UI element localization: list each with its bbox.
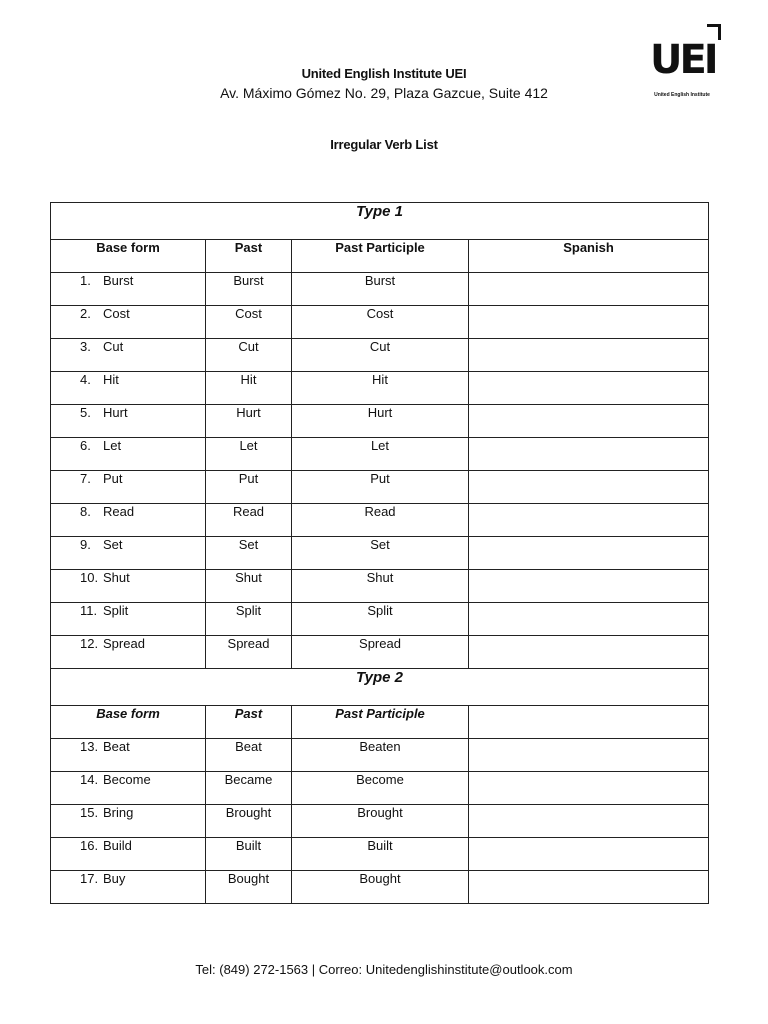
logo-mark-text: UEI <box>650 37 716 83</box>
spanish-cell[interactable] <box>469 537 709 570</box>
base-form-text: Read <box>103 504 135 519</box>
section-title: Type 2 <box>51 669 709 706</box>
row-number: 1. <box>80 273 91 288</box>
base-form-cell <box>51 805 206 838</box>
table-row <box>51 372 709 405</box>
institute-name: United English Institute UEI <box>301 66 467 81</box>
spanish-cell[interactable] <box>469 603 709 636</box>
table-row <box>51 871 709 904</box>
base-form-text: Cost <box>103 306 130 321</box>
past-cell: Split <box>206 603 292 636</box>
table-row <box>51 339 709 372</box>
header-base-form: Base form <box>51 706 206 739</box>
base-form-text: Build <box>103 838 132 853</box>
base-form-cell <box>51 405 206 438</box>
table-row <box>51 838 709 871</box>
past-cell: Hurt <box>206 405 292 438</box>
irregular-verb-table <box>50 202 709 904</box>
base-form-cell <box>51 739 206 772</box>
header-base-form: Base form <box>51 240 206 273</box>
spanish-cell[interactable] <box>469 273 709 306</box>
row-number: 4. <box>80 372 91 387</box>
spanish-cell[interactable] <box>469 570 709 603</box>
base-form-cell <box>51 603 206 636</box>
base-form-text: Become <box>103 772 151 787</box>
logo-caption: United English Institute <box>654 92 710 98</box>
past-participle-cell: Split <box>292 603 469 636</box>
row-number: 10. <box>80 570 99 585</box>
base-form-text: Hit <box>103 372 119 387</box>
base-form-cell <box>51 537 206 570</box>
base-form-cell <box>51 438 206 471</box>
row-number: 2. <box>80 306 91 321</box>
table-row <box>51 504 709 537</box>
table-row <box>51 537 709 570</box>
table-row <box>51 570 709 603</box>
past-participle-cell: Burst <box>292 273 469 306</box>
row-number: 12. <box>80 636 99 651</box>
header-spanish <box>469 706 709 739</box>
row-number: 6. <box>80 438 91 453</box>
past-cell: Let <box>206 438 292 471</box>
base-form-cell <box>51 570 206 603</box>
past-cell: Became <box>206 772 292 805</box>
row-number: 17. <box>80 871 99 886</box>
header-past: Past <box>206 706 292 739</box>
past-cell: Bought <box>206 871 292 904</box>
base-form-cell <box>51 772 206 805</box>
past-participle-cell: Hit <box>292 372 469 405</box>
past-participle-cell: Cut <box>292 339 469 372</box>
table-row <box>51 405 709 438</box>
past-cell: Cut <box>206 339 292 372</box>
row-number: 13. <box>80 739 99 754</box>
base-form-cell <box>51 471 206 504</box>
past-cell: Hit <box>206 372 292 405</box>
row-number: 3. <box>80 339 91 354</box>
spanish-cell[interactable] <box>469 838 709 871</box>
past-participle-cell: Cost <box>292 306 469 339</box>
past-cell: Set <box>206 537 292 570</box>
spanish-cell[interactable] <box>469 306 709 339</box>
base-form-text: Split <box>103 603 129 618</box>
table-row <box>51 772 709 805</box>
base-form-text: Set <box>103 537 123 552</box>
base-form-text: Put <box>103 471 123 486</box>
past-cell: Shut <box>206 570 292 603</box>
document-title: Irregular Verb List <box>330 137 438 152</box>
row-number: 7. <box>80 471 91 486</box>
header-spanish: Spanish <box>469 240 709 273</box>
base-form-text: Burst <box>103 273 134 288</box>
logo-corner-mark-vertical <box>718 24 721 40</box>
uei-logo <box>644 22 724 102</box>
past-cell: Brought <box>206 805 292 838</box>
past-participle-cell: Built <box>292 838 469 871</box>
section-title-row <box>51 203 709 240</box>
row-number: 14. <box>80 772 99 787</box>
institute-address: Av. Máximo Gómez No. 29, Plaza Gazcue, Suite 412 <box>220 85 548 101</box>
table-row <box>51 603 709 636</box>
past-cell: Beat <box>206 739 292 772</box>
base-form-cell <box>51 273 206 306</box>
past-participle-cell: Put <box>292 471 469 504</box>
section-title: Type 1 <box>51 203 709 240</box>
spanish-cell[interactable] <box>469 636 709 669</box>
spanish-cell[interactable] <box>469 871 709 904</box>
section-title-row <box>51 669 709 706</box>
column-header-row <box>51 240 709 273</box>
spanish-cell[interactable] <box>469 438 709 471</box>
past-participle-cell: Set <box>292 537 469 570</box>
row-number: 11. <box>80 603 98 618</box>
past-cell: Built <box>206 838 292 871</box>
row-number: 5. <box>80 405 91 420</box>
spanish-cell[interactable] <box>469 805 709 838</box>
base-form-cell <box>51 636 206 669</box>
base-form-cell <box>51 372 206 405</box>
past-participle-cell: Become <box>292 772 469 805</box>
past-cell: Spread <box>206 636 292 669</box>
base-form-cell <box>51 838 206 871</box>
base-form-text: Buy <box>103 871 126 886</box>
table-row <box>51 636 709 669</box>
header-past: Past <box>206 240 292 273</box>
past-cell: Read <box>206 504 292 537</box>
base-form-text: Beat <box>103 739 130 754</box>
row-number: 9. <box>80 537 91 552</box>
table-row <box>51 273 709 306</box>
past-participle-cell: Read <box>292 504 469 537</box>
base-form-text: Shut <box>103 570 130 585</box>
past-participle-cell: Let <box>292 438 469 471</box>
past-participle-cell: Bought <box>292 871 469 904</box>
past-participle-cell: Shut <box>292 570 469 603</box>
table-row <box>51 306 709 339</box>
table-row <box>51 471 709 504</box>
table-row <box>51 438 709 471</box>
base-form-text: Hurt <box>103 405 128 420</box>
past-participle-cell: Beaten <box>292 739 469 772</box>
spanish-cell[interactable] <box>469 372 709 405</box>
table-row <box>51 739 709 772</box>
spanish-cell[interactable] <box>469 471 709 504</box>
base-form-text: Cut <box>103 339 124 354</box>
row-number: 16. <box>80 838 99 853</box>
spanish-cell[interactable] <box>469 504 709 537</box>
base-form-cell <box>51 306 206 339</box>
column-header-row <box>51 706 709 739</box>
spanish-cell[interactable] <box>469 405 709 438</box>
header-past-participle: Past Participle <box>292 240 469 273</box>
past-cell: Put <box>206 471 292 504</box>
past-cell: Burst <box>206 273 292 306</box>
footer-contact: Tel: (849) 272-1563 | Correo: Unitedenglishinstitute@outlook.com <box>195 962 573 977</box>
base-form-text: Spread <box>103 636 145 651</box>
spanish-cell[interactable] <box>469 339 709 372</box>
spanish-cell[interactable] <box>469 772 709 805</box>
past-participle-cell: Brought <box>292 805 469 838</box>
base-form-cell <box>51 339 206 372</box>
past-cell: Cost <box>206 306 292 339</box>
spanish-cell[interactable] <box>469 739 709 772</box>
base-form-text: Bring <box>103 805 134 820</box>
header-past-participle: Past Participle <box>292 706 469 739</box>
table-row <box>51 805 709 838</box>
base-form-text: Let <box>103 438 122 453</box>
row-number: 15. <box>80 805 99 820</box>
row-number: 8. <box>80 504 91 519</box>
base-form-cell <box>51 504 206 537</box>
past-participle-cell: Hurt <box>292 405 469 438</box>
base-form-cell <box>51 871 206 904</box>
past-participle-cell: Spread <box>292 636 469 669</box>
